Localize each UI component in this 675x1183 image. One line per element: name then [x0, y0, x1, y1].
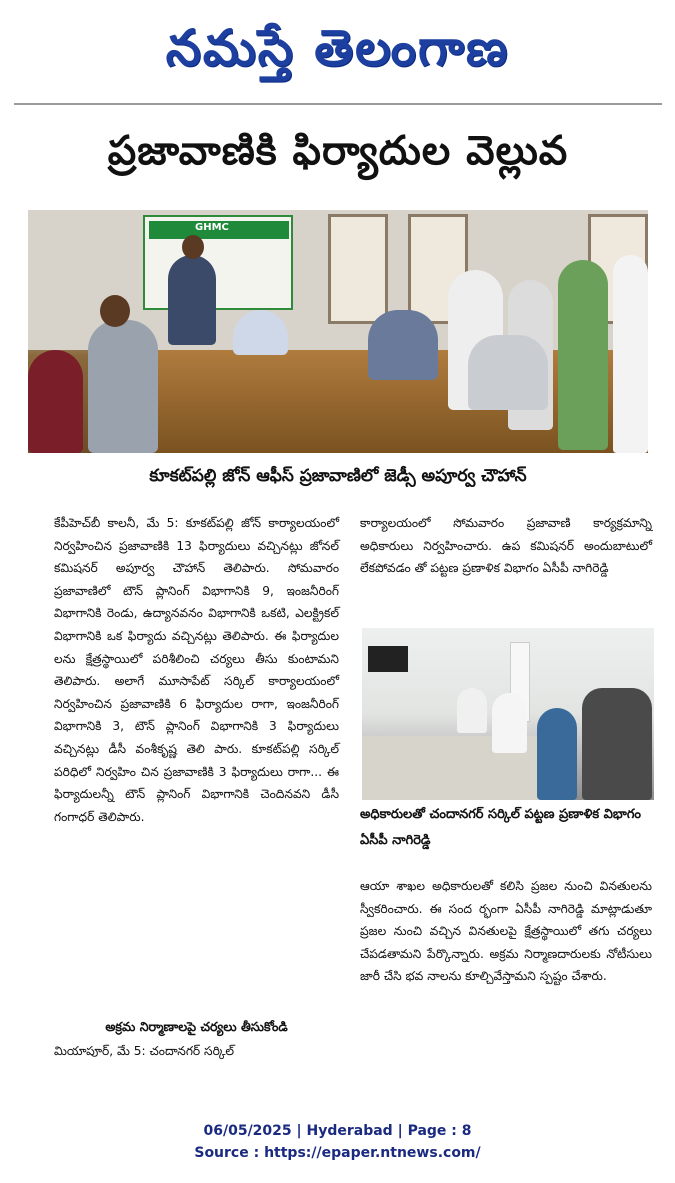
- photo-banner: [143, 215, 293, 310]
- article-column-right-top: [360, 512, 652, 580]
- article-paragraph: కార్యాలయంలో సోమవారం ప్రజావాణి కార్యక్రమాన్ని అధికారులు నిర్వహించారు. ఉప కమిషనర్ అందుబాటులో లేకపోవడం తో పట్టణ ప్రణాళిక విభాగం ఏసీపీ నాగిరెడ్డి: [360, 516, 652, 576]
- photo-person-head: [100, 295, 130, 327]
- photo-caption-2: అధికారులతో చందానగర్ సర్కిల్ పట్టణ ప్రణాళిక విభాగం ఏసీపీ నాగిరెడ్డి: [360, 807, 642, 848]
- article-paragraph: ఆయా శాఖల అధికారులతో కలిసి ప్రజల నుంచి వినతులను స్వీకరించారు. ఈ సంద ర్భంగా ఏసీపీ నాగిరెడ్డి మాట్లాడుతూ ప్రజల నుంచి వచ్చిన వినతులపై క్షేత్రస్థాయిలో తగు చర్యలు చేపడతామని పేర్కొన్నారు. అక్రమ నిర్మాణదారులకు నోటీసులు జారీ చేసి భవ నాలను కూల్చివేస్తామని స్పష్టం చేశారు.: [360, 879, 652, 984]
- photo-person: [613, 255, 648, 453]
- photo-chairs: [582, 688, 652, 800]
- photo-person: [28, 350, 83, 453]
- article-paragraph: కేపీహెచ్‌బీ కాలనీ, మే 5: కూకట్‌పల్లి జోన్ కార్యాలయంలో నిర్వహించిన ప్రజావాణికి 13 ఫిర్యాదులు వచ్చినట్లు జోనల్ కమిషనర్ అపూర్వ చౌహాన్ తెలిపారు. సోమవారం ప్రజావాణిలో టౌన్ ప్లానింగ్ విభాగానికి 9, ఇంజనీరింగ్ విభాగానికి రెండు, ఉద్యానవనం విభాగానికి ఒకటి, ఎలక్ట్రికల్ విభాగానికి ఒక ఫిర్యాదు వచ్చినట్లు తెలిపారు. ఈ ఫిర్యాదుల లను క్షేత్రస్థాయిలో పరిశీలించి చర్యలు తీసు కుంటామని తెలిపారు. అలాగే మూసాపేట్ సర్కిల్ కార్యాలయంలో నిర్వహించిన ప్రజావాణికి 6 ఫిర్యాదుల రాగా, ఇంజనీరింగ్ విభాగానికి 3, టౌన్ ప్లానింగ్ విభాగానికి 3 ఫిర్యాదులు వచ్చినట్లు డీసీ వంశీకృష్ణ తెలి పారు. కూకట్‌పల్లి సర్కిల్ పరిధిలో నిర్వహిం చిన ప్రజావాణికి 3 ఫిర్యాదులు రాగా... ఈ ఫిర్యాదులన్నీ టౌన్ ప్లానింగ్ విభాగానికి చెందినవని డీసీ గంగాధర్ తెలిపారు.: [54, 516, 339, 824]
- photo-person: [537, 708, 577, 800]
- page-footer: [0, 1120, 675, 1170]
- newspaper-logo: నమస్తే తెలంగాణ: [165, 18, 510, 77]
- photo-window: [328, 214, 388, 324]
- photo-tv: [368, 646, 408, 672]
- article-headline: ప్రజావాణికి ఫిర్యాదుల వెల్లువ: [107, 128, 569, 174]
- photo-person-head: [182, 235, 204, 259]
- article-column-right-bottom: [360, 875, 652, 988]
- masthead: [0, 0, 675, 96]
- photo-person: [368, 310, 438, 380]
- photo-chandanagar-circle-office: [362, 628, 654, 800]
- photo-person: [492, 693, 527, 753]
- photo-zonal-office-prajavani: [28, 210, 648, 453]
- article-column-left-continued: [54, 1040, 339, 1063]
- article-paragraph: మియాపూర్, మే 5: చందానగర్ సర్కిల్: [54, 1044, 235, 1058]
- article-subheading: అక్రమ నిర్మాణాలపై చర్యలు తీసుకోండి: [105, 1019, 288, 1034]
- photo-caption-1: కూకట్‌పల్లి జోన్ ఆఫీస్ ప్రజావాణిలో జెడ్సీ అపూర్వ చౌహాన్: [149, 466, 527, 486]
- photo-person: [457, 688, 487, 733]
- masthead-divider: [14, 103, 662, 105]
- article-column-left: [54, 512, 339, 828]
- photo-person: [558, 260, 608, 450]
- photo-person: [168, 255, 216, 345]
- photo-person: [88, 320, 158, 453]
- footer-date-location: 06/05/2025 | Hyderabad | Page : 8: [203, 1123, 472, 1139]
- photo-person: [468, 335, 548, 410]
- footer-source-link[interactable]: Source : https://epaper.ntnews.com/: [194, 1145, 481, 1161]
- banner-logo-text: GHMC: [195, 222, 229, 233]
